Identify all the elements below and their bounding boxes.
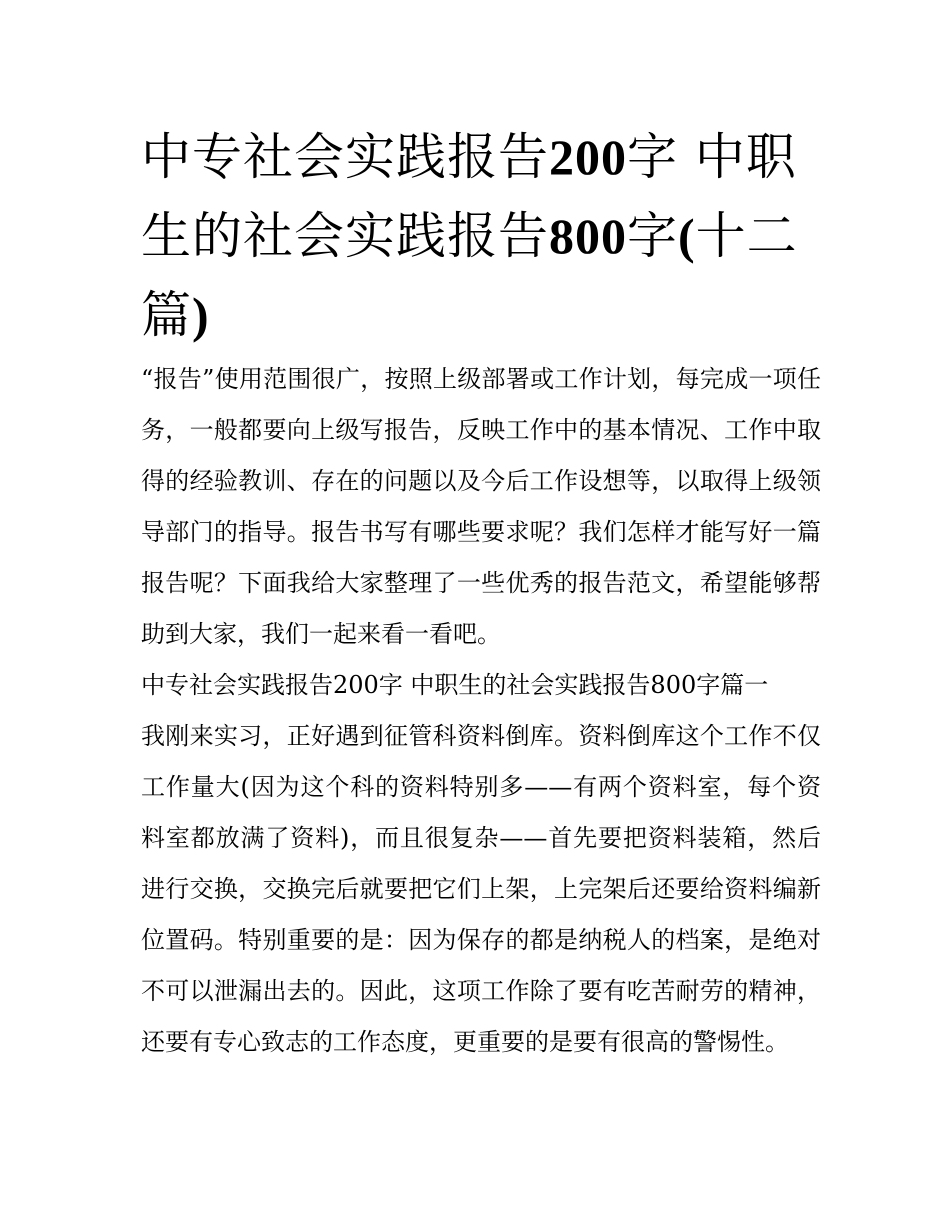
section-heading: 中专社会实践报告200字 中职生的社会实践报告800字篇一 <box>141 671 769 699</box>
intro-paragraph: “报告”使用范围很广，按照上级部署或工作计划，每完成一项任务，一般都要向上级写报告，反映工作中的基本情况、工作中取得的经验教训、存在的问题以及今后工作设想等，以取得上级领导部门的指导。报告书写有哪些要求呢？我们怎样才能写好一篇报告呢？下面我给大家整理了一些优秀的报告范文，希望能够帮助到大家，我们一起来看一看吧。 <box>141 365 821 648</box>
document-body <box>141 354 821 1068</box>
section-paragraph: 我刚来实习，正好遇到征管科资料倒库。资料倒库这个工作不仅工作量大(因为这个科的资料特别多——有两个资料室，每个资料室都放满了资料)，而且很复杂——首先要把资料装箱，然后进行交换，交换完后就要把它们上架，上完架后还要给资料编新位置码。特别重要的是：因为保存的都是纳税人的档案，是绝对不可以泄漏出去的。因此，这项工作除了要有吃苦耐劳的精神，还要有专心致志的工作态度，更重要的是要有很高的警惕性。 <box>141 722 821 1056</box>
document-title: 中专社会实践报告200字 中职生的社会实践报告800字(十二篇) <box>141 128 798 344</box>
